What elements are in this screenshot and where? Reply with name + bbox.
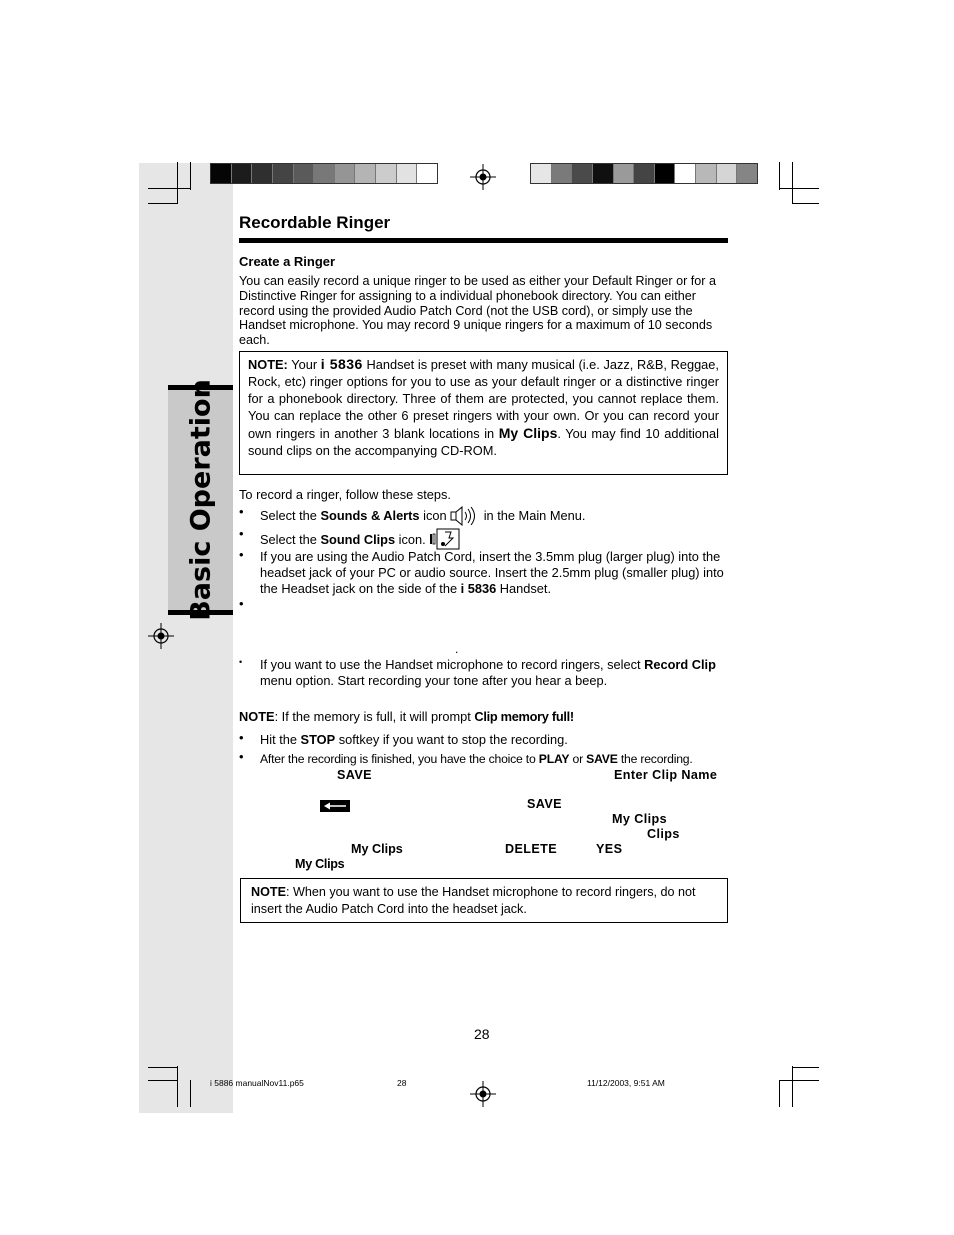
crop-mark xyxy=(779,162,780,190)
step-stop: Hit the STOP softkey if you want to stop the recording. xyxy=(260,732,568,747)
color-swatch xyxy=(335,164,356,183)
crop-mark xyxy=(177,162,178,203)
color-swatch xyxy=(614,164,635,183)
save-label: SAVE xyxy=(527,797,562,811)
crop-mark xyxy=(148,1067,178,1068)
my-clips-label: My Clips xyxy=(351,842,403,856)
color-swatch xyxy=(355,164,376,183)
crop-mark xyxy=(792,162,793,203)
crop-mark xyxy=(779,1080,780,1107)
color-swatch xyxy=(593,164,614,183)
note-text: Your xyxy=(287,357,321,372)
bullet: • xyxy=(239,547,244,562)
note-box xyxy=(240,878,728,923)
model-name: i 5836 xyxy=(320,356,363,372)
crop-mark xyxy=(792,1066,793,1107)
note-label: NOTE xyxy=(251,885,286,899)
registration-mark-icon xyxy=(148,623,174,649)
bullet: • xyxy=(239,526,244,541)
intro-paragraph: You can easily record a unique ringer to be used as either your Default Ringer or for a Distinctive Ringer for assigning to a individual phonebook directory. You can either record using the provided Audio Patch Cord (not the USB cord), or simply use the Handset microphone. You may record 9 unique ringers for a maximum of 10 seconds each. xyxy=(239,274,716,348)
crop-mark xyxy=(779,1080,819,1081)
sound-clips-icon xyxy=(429,528,461,550)
back-arrow-icon xyxy=(320,800,350,812)
note-text: : When you want to use the Handset microphone to record ringers, do not insert the Audio Patch Cord into the headset jack. xyxy=(251,885,696,916)
bullet: • xyxy=(239,596,244,611)
color-swatch xyxy=(232,164,253,183)
bullet: • xyxy=(239,504,244,519)
color-swatch xyxy=(211,164,232,183)
save-label: SAVE xyxy=(337,768,372,782)
color-bar-left xyxy=(210,163,438,184)
title-rule xyxy=(239,238,728,243)
registration-mark-icon xyxy=(470,164,496,190)
crop-mark xyxy=(190,162,191,190)
note-text: . You may find 10 additional sound clips on the accompanying CD-ROM. xyxy=(248,425,719,458)
crop-mark xyxy=(792,203,819,204)
color-swatch xyxy=(655,164,676,183)
registration-mark-icon xyxy=(470,1081,496,1107)
section-tab xyxy=(168,379,233,621)
step-select-sound-clips: Select the Sound Clips icon. xyxy=(260,528,730,550)
color-swatch xyxy=(717,164,738,183)
bullet: • xyxy=(239,657,243,667)
color-swatch xyxy=(572,164,593,183)
yes-label: YES xyxy=(596,842,623,856)
crop-mark xyxy=(177,1066,178,1107)
my-clips-label: My Clips xyxy=(498,424,558,441)
footer-page: 28 xyxy=(397,1078,407,1088)
page-number: 28 xyxy=(474,1026,490,1042)
footer-datetime: 11/12/2003, 9:51 AM xyxy=(587,1078,665,1088)
color-swatch xyxy=(737,164,757,183)
note-text: Handset is preset with many musical (i.e. Jazz, R&B, Reggae, Rock, etc) ringer options for you to use as your default ringer or a distinctive ringer for a phonebook directory. Three of them are protected, you cannot replace them. You can replace the other 6 preset ringers with your own. Or you can record your own ringers in another 3 blank locations in xyxy=(248,357,719,441)
color-swatch xyxy=(397,164,418,183)
crop-mark xyxy=(190,1080,191,1107)
color-swatch xyxy=(252,164,273,183)
color-swatch xyxy=(314,164,335,183)
step-select-sounds-alerts: Select the Sounds & Alerts icon in the Main Menu. xyxy=(260,506,730,526)
enter-clip-name-label: Enter Clip Name xyxy=(614,768,718,782)
memory-note: NOTE: If the memory is full, it will prompt Clip memory full! xyxy=(239,709,574,724)
color-bar-right xyxy=(530,163,758,184)
color-swatch xyxy=(294,164,315,183)
bullet: • xyxy=(239,749,244,764)
page-title: Recordable Ringer xyxy=(239,213,391,232)
crop-mark xyxy=(148,188,190,189)
color-swatch xyxy=(531,164,552,183)
delete-label: DELETE xyxy=(505,842,558,856)
color-swatch xyxy=(696,164,717,183)
steps-intro: To record a ringer, follow these steps. xyxy=(239,487,451,502)
note-box xyxy=(239,351,728,475)
crop-mark xyxy=(792,1067,819,1068)
my-clips-label: My Clips xyxy=(295,857,345,871)
note-label: NOTE: xyxy=(248,357,288,372)
crop-mark xyxy=(779,188,819,189)
color-swatch xyxy=(376,164,397,183)
crop-mark xyxy=(148,1080,178,1081)
color-swatch xyxy=(273,164,294,183)
color-swatch xyxy=(417,164,437,183)
step-record-clip: If you want to use the Handset microphone to record ringers, select Record Clip menu option. Start recording your tone after you hear a beep. xyxy=(260,657,716,688)
speaker-icon xyxy=(450,506,480,526)
step-play-save: After the recording is finished, you have the choice to PLAY or SAVE the recording. xyxy=(260,752,693,766)
stray-period: . xyxy=(455,642,459,656)
crop-mark xyxy=(148,203,178,204)
my-clips-label: My Clips xyxy=(612,812,667,826)
color-swatch xyxy=(675,164,696,183)
footer-filename: i 5886 manualNov11.p65 xyxy=(210,1078,304,1088)
bullet: • xyxy=(239,730,244,745)
color-swatch xyxy=(552,164,573,183)
step-audio-patch-cord: If you are using the Audio Patch Cord, insert the 3.5mm plug (larger plug) into the headset jack of your PC or audio source. Insert the 2.5mm plug (smaller plug) into the Headset jack on the side of the i 5836 Handset. xyxy=(260,549,724,596)
color-swatch xyxy=(634,164,655,183)
section-tab-label: Basic Operation xyxy=(185,379,217,621)
clips-label: Clips xyxy=(647,827,680,841)
section-heading: Create a Ringer xyxy=(239,254,336,269)
